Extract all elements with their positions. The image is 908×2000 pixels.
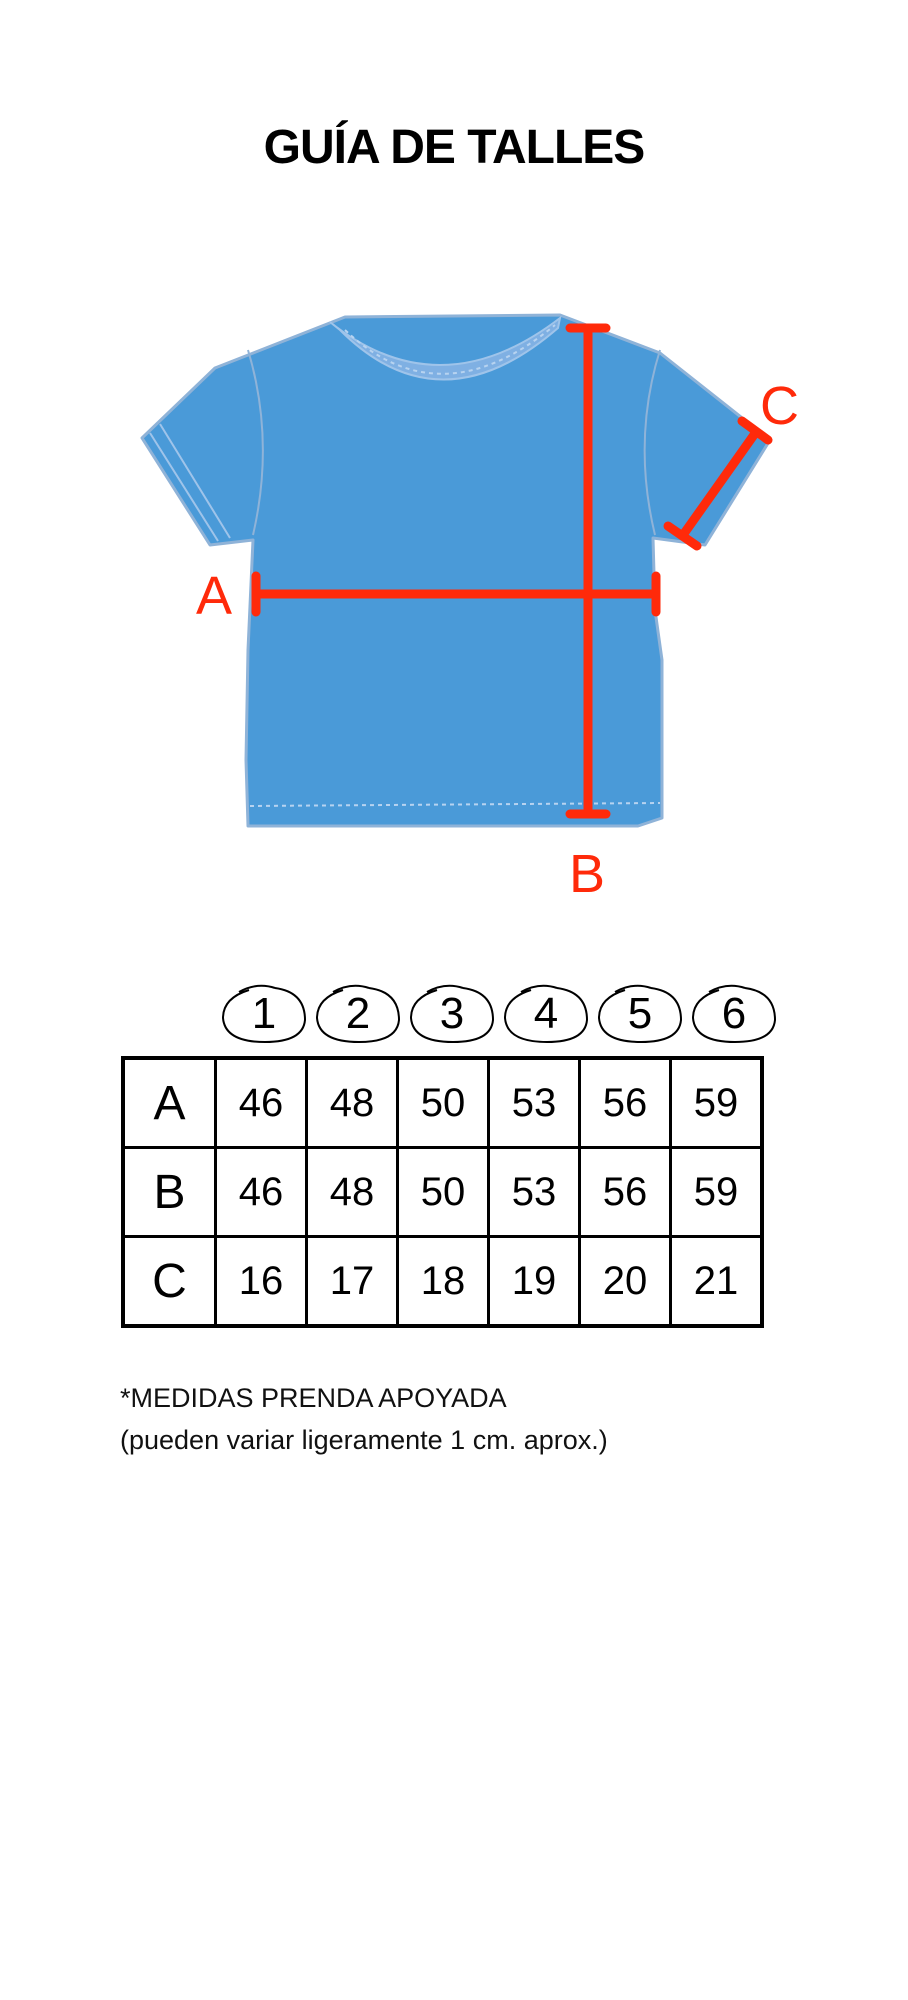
table-cell: 56	[580, 1058, 671, 1148]
table-cell: 59	[671, 1148, 763, 1237]
size-label: 5	[627, 989, 653, 1038]
table-cell: 59	[671, 1058, 763, 1148]
size-header-row	[121, 980, 785, 1046]
table-cell: 50	[398, 1058, 489, 1148]
size-header-6	[687, 980, 781, 1046]
note-line-2: (pueden variar ligeramente 1 cm. aprox.)	[120, 1425, 608, 1455]
size-label: 6	[721, 989, 747, 1038]
size-header-3	[405, 980, 499, 1046]
size-table	[121, 1056, 764, 1328]
table-row	[123, 1058, 762, 1148]
size-header-2	[311, 980, 405, 1046]
page-title: GUÍA DE TALLES	[263, 121, 645, 174]
table-cell: 48	[307, 1148, 398, 1237]
table-cell: 50	[398, 1148, 489, 1237]
row-label: C	[123, 1237, 216, 1327]
table-cell: 53	[489, 1058, 580, 1148]
table-cell: 20	[580, 1237, 671, 1327]
size-header-4	[499, 980, 593, 1046]
size-label: 4	[533, 989, 559, 1038]
table-cell: 56	[580, 1148, 671, 1237]
table-cell: 16	[216, 1237, 307, 1327]
tshirt-illustration	[142, 315, 770, 826]
size-label: 1	[251, 989, 277, 1038]
table-cell: 18	[398, 1237, 489, 1327]
table-row	[123, 1148, 762, 1237]
table-cell: 21	[671, 1237, 763, 1327]
tshirt-diagram	[0, 0, 908, 900]
measure-label-b: B	[569, 844, 606, 900]
table-cell: 46	[216, 1058, 307, 1148]
table-cell: 17	[307, 1237, 398, 1327]
size-header-1	[217, 980, 311, 1046]
table-cell: 53	[489, 1148, 580, 1237]
size-label: 2	[345, 989, 371, 1038]
table-cell: 48	[307, 1058, 398, 1148]
table-row	[123, 1237, 762, 1327]
note-line-1: *MEDIDAS PRENDA APOYADA	[120, 1383, 507, 1413]
size-header-5	[593, 980, 687, 1046]
measurement-note	[120, 1377, 608, 1461]
table-cell: 19	[489, 1237, 580, 1327]
measure-label-a: A	[196, 566, 233, 626]
measure-label-c: C	[760, 376, 799, 436]
row-label: B	[123, 1148, 216, 1237]
row-label: A	[123, 1058, 216, 1148]
table-cell: 46	[216, 1148, 307, 1237]
size-label: 3	[439, 989, 465, 1038]
